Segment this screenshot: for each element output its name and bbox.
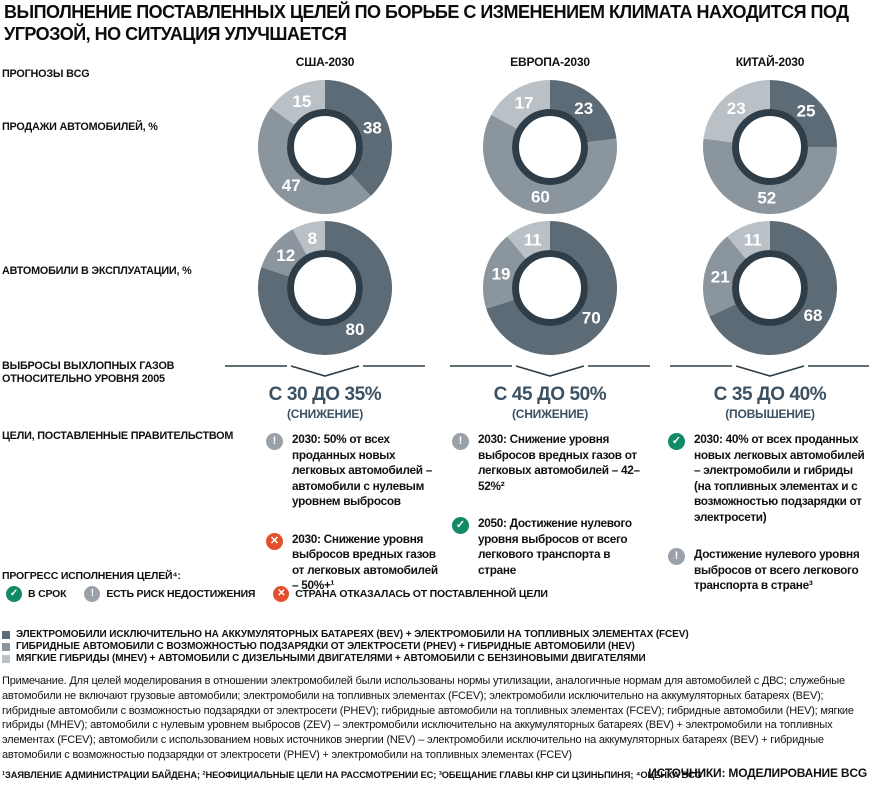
- goal-text: 2030: Снижение уровня выбросов вредных газов от легковых автомобилей – 50%+¹: [292, 531, 438, 592]
- goal-text: 2030: 40% от всех проданных новых легковых автомобилей – электромобили и гибриды (на топливных элементах и с возможностью подзарядки от электросети): [694, 432, 865, 524]
- column-header-china: КИТАЙ-2030: [735, 55, 805, 69]
- donut-segment-value: 12: [276, 245, 296, 265]
- donut-sales-usa: [255, 77, 395, 217]
- emissions-direction: (СНИЖЕНИЕ): [511, 407, 589, 421]
- footnotes: ¹ЗАЯВЛЕНИЕ АДМИНИСТРАЦИИ БАЙДЕНА; ²НЕОФИЦИАЛЬНЫЕ ЦЕЛИ НА РАССМОТРЕНИИ ЕС; ³ОБЕЩАНИЕ ГЛАВЫ КНР СИ ЦЗИНЬПИНЯ; ⁴ОЦЕНКА BCG: [2, 770, 702, 780]
- goal-text: Достижение нулевого уровня выбросов от всего легкового транспорта в стране³: [694, 547, 860, 592]
- on-track-status-icon: ✓: [6, 586, 22, 602]
- chevron-down-icon: [450, 362, 650, 378]
- donut-segment-value: 47: [281, 175, 301, 195]
- column-header-europe: ЕВРОПА-2030: [510, 55, 590, 69]
- goal-item: [668, 432, 866, 525]
- donut-segment-value: 60: [530, 187, 550, 207]
- emissions-target-europe: [450, 362, 650, 421]
- goal-text: 2030: Снижение уровня выбросов вредных газов от легковых автомобилей – 42–52%²: [478, 432, 640, 493]
- goal-text: 2030: 50% от всех проданных новых легковых автомобилей – автомобили с нулевым уровнем выбросов: [292, 432, 432, 508]
- emissions-target-usa: [225, 362, 425, 421]
- donut-segment-value: 21: [710, 267, 730, 287]
- legend-item-label: ЕСТЬ РИСК НЕДОСТИЖЕНИЯ: [106, 588, 256, 600]
- vehicle-type-legend: [2, 629, 689, 664]
- donut-in-operation-usa: [255, 218, 395, 358]
- row-label-emissions: [2, 360, 174, 386]
- donut-segment-value: 19: [491, 264, 511, 284]
- row-label-emissions-line1: ВЫБРОСЫ ВЫХЛОПНЫХ ГАЗОВ: [2, 360, 175, 372]
- donut-segment-value: 23: [574, 99, 594, 119]
- column-header-usa: США-2030: [295, 55, 355, 69]
- donut-segment-value: 11: [743, 230, 762, 250]
- cancelled-status-icon: ✕: [273, 586, 289, 602]
- goal-item: [452, 432, 648, 494]
- emissions-change-value: С 35 ДО 40%: [713, 384, 827, 405]
- goal-item: [668, 547, 866, 594]
- legend-swatch-dark: [2, 631, 10, 639]
- legend-item-label: В СРОК: [28, 588, 67, 600]
- page-title: [4, 1, 849, 45]
- donut-segment-value: 23: [726, 99, 746, 119]
- donut-segment-value: 38: [362, 118, 382, 138]
- risk-status-icon: !: [668, 548, 685, 565]
- progress-legend-label: ПРОГРЕСС ИСПОЛНЕНИЯ ЦЕЛЕЙ⁴:: [2, 570, 181, 582]
- risk-status-icon: !: [266, 433, 283, 450]
- legend-item-label: ГИБРИДНЫЕ АВТОМОБИЛИ С ВОЗМОЖНОСТЬЮ ПОДЗАРЯДКИ ОТ ЭЛЕКТРОСЕТИ (PHEV) + ГИБРИДНЫЕ АВТОМОБИЛИ (HEV): [16, 641, 635, 652]
- sources-label: ИСТОЧНИКИ: МОДЕЛИРОВАНИЕ BCG: [648, 766, 867, 780]
- legend-item-cancelled: [273, 586, 547, 602]
- emissions-direction: (ПОВЫШЕНИЕ): [725, 407, 815, 421]
- legend-item-label: ЭЛЕКТРОМОБИЛИ ИСКЛЮЧИТЕЛЬНО НА АККУМУЛЯТОРНЫХ БАТАРЕЯХ (BEV) + ЭЛЕКТРОМОБИЛИ НА ТОПЛИВНЫХ ЭЛЕМЕНТАХ (FCEV): [16, 629, 689, 640]
- note-text: Примечание. Для целей моделирования в отношении электромобилей были использованы нормы утилизации, аналогичные нормам для автомобилей с ДВС; служебные автомобили не включают грузовые автомобили; электромобили на топливных элементах (FCEV); электромобили исключительно на аккумуляторных батареях (BEV); гибридные автомобили с возможностью подзарядки от электросети (PHEV); гибридные автомобили на топливных элементах (FCEV); гибридные автомобили (HEV); мягкие гибриды (MHEV); автомобили с нулевым уровнем выбросов (ZEV) – электромобили исключительно на аккумуляторных батареях (BEV) + электромобили на топливных элементах (FCEV); автомобили с использованием новых источников энергии (NEV) – электромобили исключительно на аккумуляторных батареях (BEV) + гибридные автомобили с возможностью подзарядки от электросети (PHEV) + электромобили на топливных элементах (FCEV): [2, 675, 854, 761]
- legend-swatch-light: [2, 655, 10, 663]
- cancelled-status-icon: ✕: [266, 533, 283, 550]
- row-label-sales: ПРОДАЖИ АВТОМОБИЛЕЙ, %: [2, 121, 158, 133]
- legend-item-on-track: [6, 586, 66, 602]
- legend-item-phev-hev: [2, 641, 689, 652]
- donut-segment-value: 68: [803, 305, 823, 325]
- legend-item-label: СТРАНА ОТКАЗАЛАСЬ ОТ ПОСТАВЛЕННОЙ ЦЕЛИ: [295, 588, 548, 600]
- donut-segment-value: 17: [514, 93, 534, 113]
- goals-europe: [452, 432, 648, 578]
- emissions-change-value: С 45 ДО 50%: [493, 384, 607, 405]
- chevron-down-icon: [670, 362, 869, 378]
- legend-item-at-risk: [84, 586, 255, 602]
- emissions-target-china: [670, 362, 869, 421]
- title-line-1: ВЫПОЛНЕНИЕ ПОСТАВЛЕННЫХ ЦЕЛЕЙ ПО БОРЬБЕ С ИЗМЕНЕНИЕМ КЛИМАТА НАХОДИТСЯ ПОД: [4, 2, 849, 22]
- row-label-in-operation: АВТОМОБИЛИ В ЭКСПЛУАТАЦИИ, %: [2, 265, 192, 277]
- progress-legend: [2, 570, 548, 602]
- emissions-change-value: С 30 ДО 35%: [268, 384, 382, 405]
- donut-segment-value: 25: [796, 101, 816, 121]
- donut-segment-value: 70: [581, 308, 601, 328]
- progress-legend-items: [6, 586, 548, 602]
- row-label-forecasts: ПРОГНОЗЫ BCG: [2, 68, 90, 80]
- donut-sales-europe: [480, 77, 620, 217]
- legend-item-mhev-ice: [2, 653, 689, 664]
- donut-inner-ring: [736, 254, 805, 323]
- legend-swatch-medium: [2, 643, 10, 651]
- goals-china: [668, 432, 866, 594]
- donut-inner-ring: [291, 113, 360, 182]
- risk-status-icon: !: [452, 433, 469, 450]
- donut-segment-value: 52: [757, 188, 777, 208]
- donut-in-operation-europe: [480, 218, 620, 358]
- legend-item-bev-fcev: [2, 629, 689, 640]
- goal-text: 2050: Достижение нулевого уровня выбросов от всего легкового транспорта в стране: [478, 516, 632, 577]
- emissions-direction: (СНИЖЕНИЕ): [286, 407, 364, 421]
- donut-segment-value: 80: [345, 319, 365, 339]
- donut-inner-ring: [516, 254, 585, 323]
- risk-status-icon: !: [84, 586, 100, 602]
- goal-item: [266, 432, 446, 510]
- donut-segment-value: 8: [307, 229, 318, 249]
- goal-item: [452, 516, 648, 578]
- donut-inner-ring: [516, 113, 585, 182]
- title-line-2: УГРОЗОЙ, НО СИТУАЦИЯ УЛУЧШАЕТСЯ: [4, 24, 347, 44]
- donut-inner-ring: [736, 113, 805, 182]
- on-track-status-icon: ✓: [668, 433, 685, 450]
- donut-sales-china: [700, 77, 840, 217]
- donut-in-operation-china: [700, 218, 840, 358]
- chevron-down-icon: [225, 362, 425, 378]
- donut-inner-ring: [291, 254, 360, 323]
- donut-segment-value: 15: [292, 92, 312, 112]
- row-label-goals: ЦЕЛИ, ПОСТАВЛЕННЫЕ ПРАВИТЕЛЬСТВОМ: [2, 430, 234, 442]
- row-label-emissions-line2: ОТНОСИТЕЛЬНО УРОВНЯ 2005: [2, 373, 165, 385]
- donut-segment-value: 11: [523, 230, 542, 250]
- legend-item-label: МЯГКИЕ ГИБРИДЫ (MHEV) + АВТОМОБИЛИ С ДИЗЕЛЬНЫМИ ДВИГАТЕЛЯМИ + АВТОМОБИЛИ С БЕНЗИНОВЫМИ ДВИГАТЕЛЯМИ: [16, 653, 646, 664]
- on-track-status-icon: ✓: [452, 517, 469, 534]
